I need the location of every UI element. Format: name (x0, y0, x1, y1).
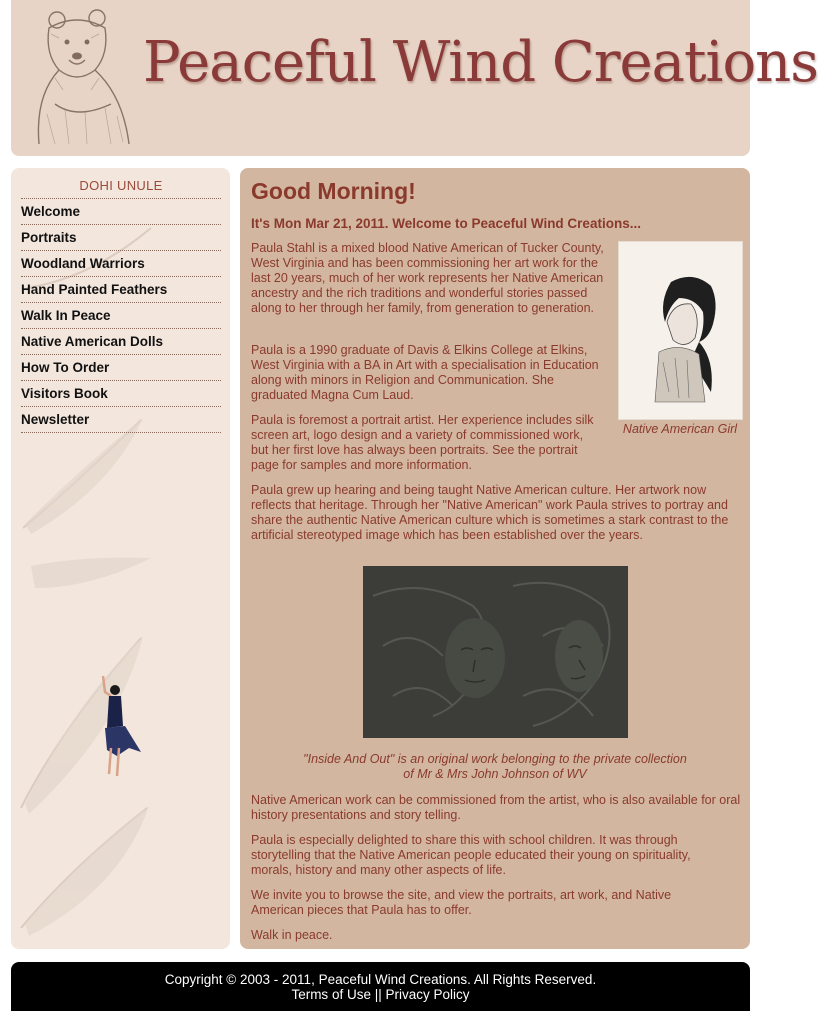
sidebar (11, 168, 230, 949)
nav-heading: DOHI UNULE (79, 178, 163, 193)
intro-paragraph: Paula Stahl is a mixed blood Native American of Tucker County, West Virginia and has been commissioning her art work for the last 20 years, much of her work represents her Native American ancestry and the rich traditions and wonderful stories passed along to her through her family, from generation to generation. (251, 241, 604, 315)
bear-sketch-icon (25, 4, 147, 150)
nav-item-welcome[interactable]: Welcome (21, 199, 221, 225)
main-content (240, 168, 750, 949)
main-nav (21, 198, 221, 433)
nav-item-woodland-warriors[interactable]: Woodland Warriors (21, 251, 221, 277)
walking-figure-icon (99, 676, 149, 780)
privacy-policy-link[interactable]: Privacy Policy (385, 987, 470, 1002)
site-footer (11, 962, 750, 1011)
nav-item-how-to-order[interactable]: How To Order (21, 355, 221, 381)
date-welcome-line: It's Mon Mar 21, 2011. Welcome to Peaceful Wind Creations... (251, 216, 641, 231)
nav-item-visitors-book[interactable]: Visitors Book (21, 381, 221, 407)
education-paragraph: Paula is a 1990 graduate of Davis & Elkins College at Elkins, West Virginia with a BA in Art with a specialisation in Education along with minors in Religion and Communication. She graduated Magna Cum Laud. (251, 343, 599, 402)
commission-paragraph: Native American work can be commissioned from the artist, who is also available for oral history presentations and story telling. (251, 793, 741, 822)
terms-of-use-link[interactable]: Terms of Use (291, 987, 371, 1002)
nav-item-portraits[interactable]: Portraits (21, 225, 221, 251)
nav-item-native-american-dolls[interactable]: Native American Dolls (21, 329, 221, 355)
copyright-text: Copyright © 2003 - 2011, Peaceful Wind Creations. All Rights Reserved. (164, 972, 597, 987)
site-header (11, 0, 818, 156)
nav-item-newsletter[interactable]: Newsletter (21, 407, 221, 433)
artwork-caption: "Inside And Out" is an original work belonging to the private collection of Mr & Mrs John Johnson of WV (303, 752, 687, 781)
native-american-girl-image (618, 241, 743, 420)
nav-item-walk-in-peace[interactable]: Walk In Peace (21, 303, 221, 329)
school-children-paragraph: Paula is especially delighted to share this with school children. It was through storytelling that the Native American people educated their young on spirituality, morals, history and many other aspects of life. (251, 833, 691, 877)
portrait-artist-paragraph: Paula is foremost a portrait artist. Her experience includes silk screen art, logo design and a variety of commissioned work, but her first love has always been portraits. See the portrait page for samples and more information. (251, 413, 594, 472)
greeting-heading: Good Morning! (251, 178, 416, 204)
nav-item-hand-painted-feathers[interactable]: Hand Painted Feathers (21, 277, 221, 303)
walk-in-peace-line: Walk in peace. (251, 928, 333, 942)
portrait-caption: Native American Girl (622, 422, 738, 436)
site-title: Peaceful Wind Creations (143, 30, 818, 95)
footer-separator: || (374, 987, 382, 1002)
inside-and-out-artwork (363, 566, 628, 738)
invite-paragraph: We invite you to browse the site, and view the portraits, art work, and Native American pieces that Paula has to offer. (251, 888, 672, 917)
heritage-paragraph: Paula grew up hearing and being taught Native American culture. Her artwork now reflects that heritage. Through her "Native American" work Paula strives to portray and share the authentic Native American culture which is sometimes a stark contrast to the artificial stereotyped image which has been established over the years. (251, 483, 729, 542)
footer-links (11, 987, 750, 1002)
